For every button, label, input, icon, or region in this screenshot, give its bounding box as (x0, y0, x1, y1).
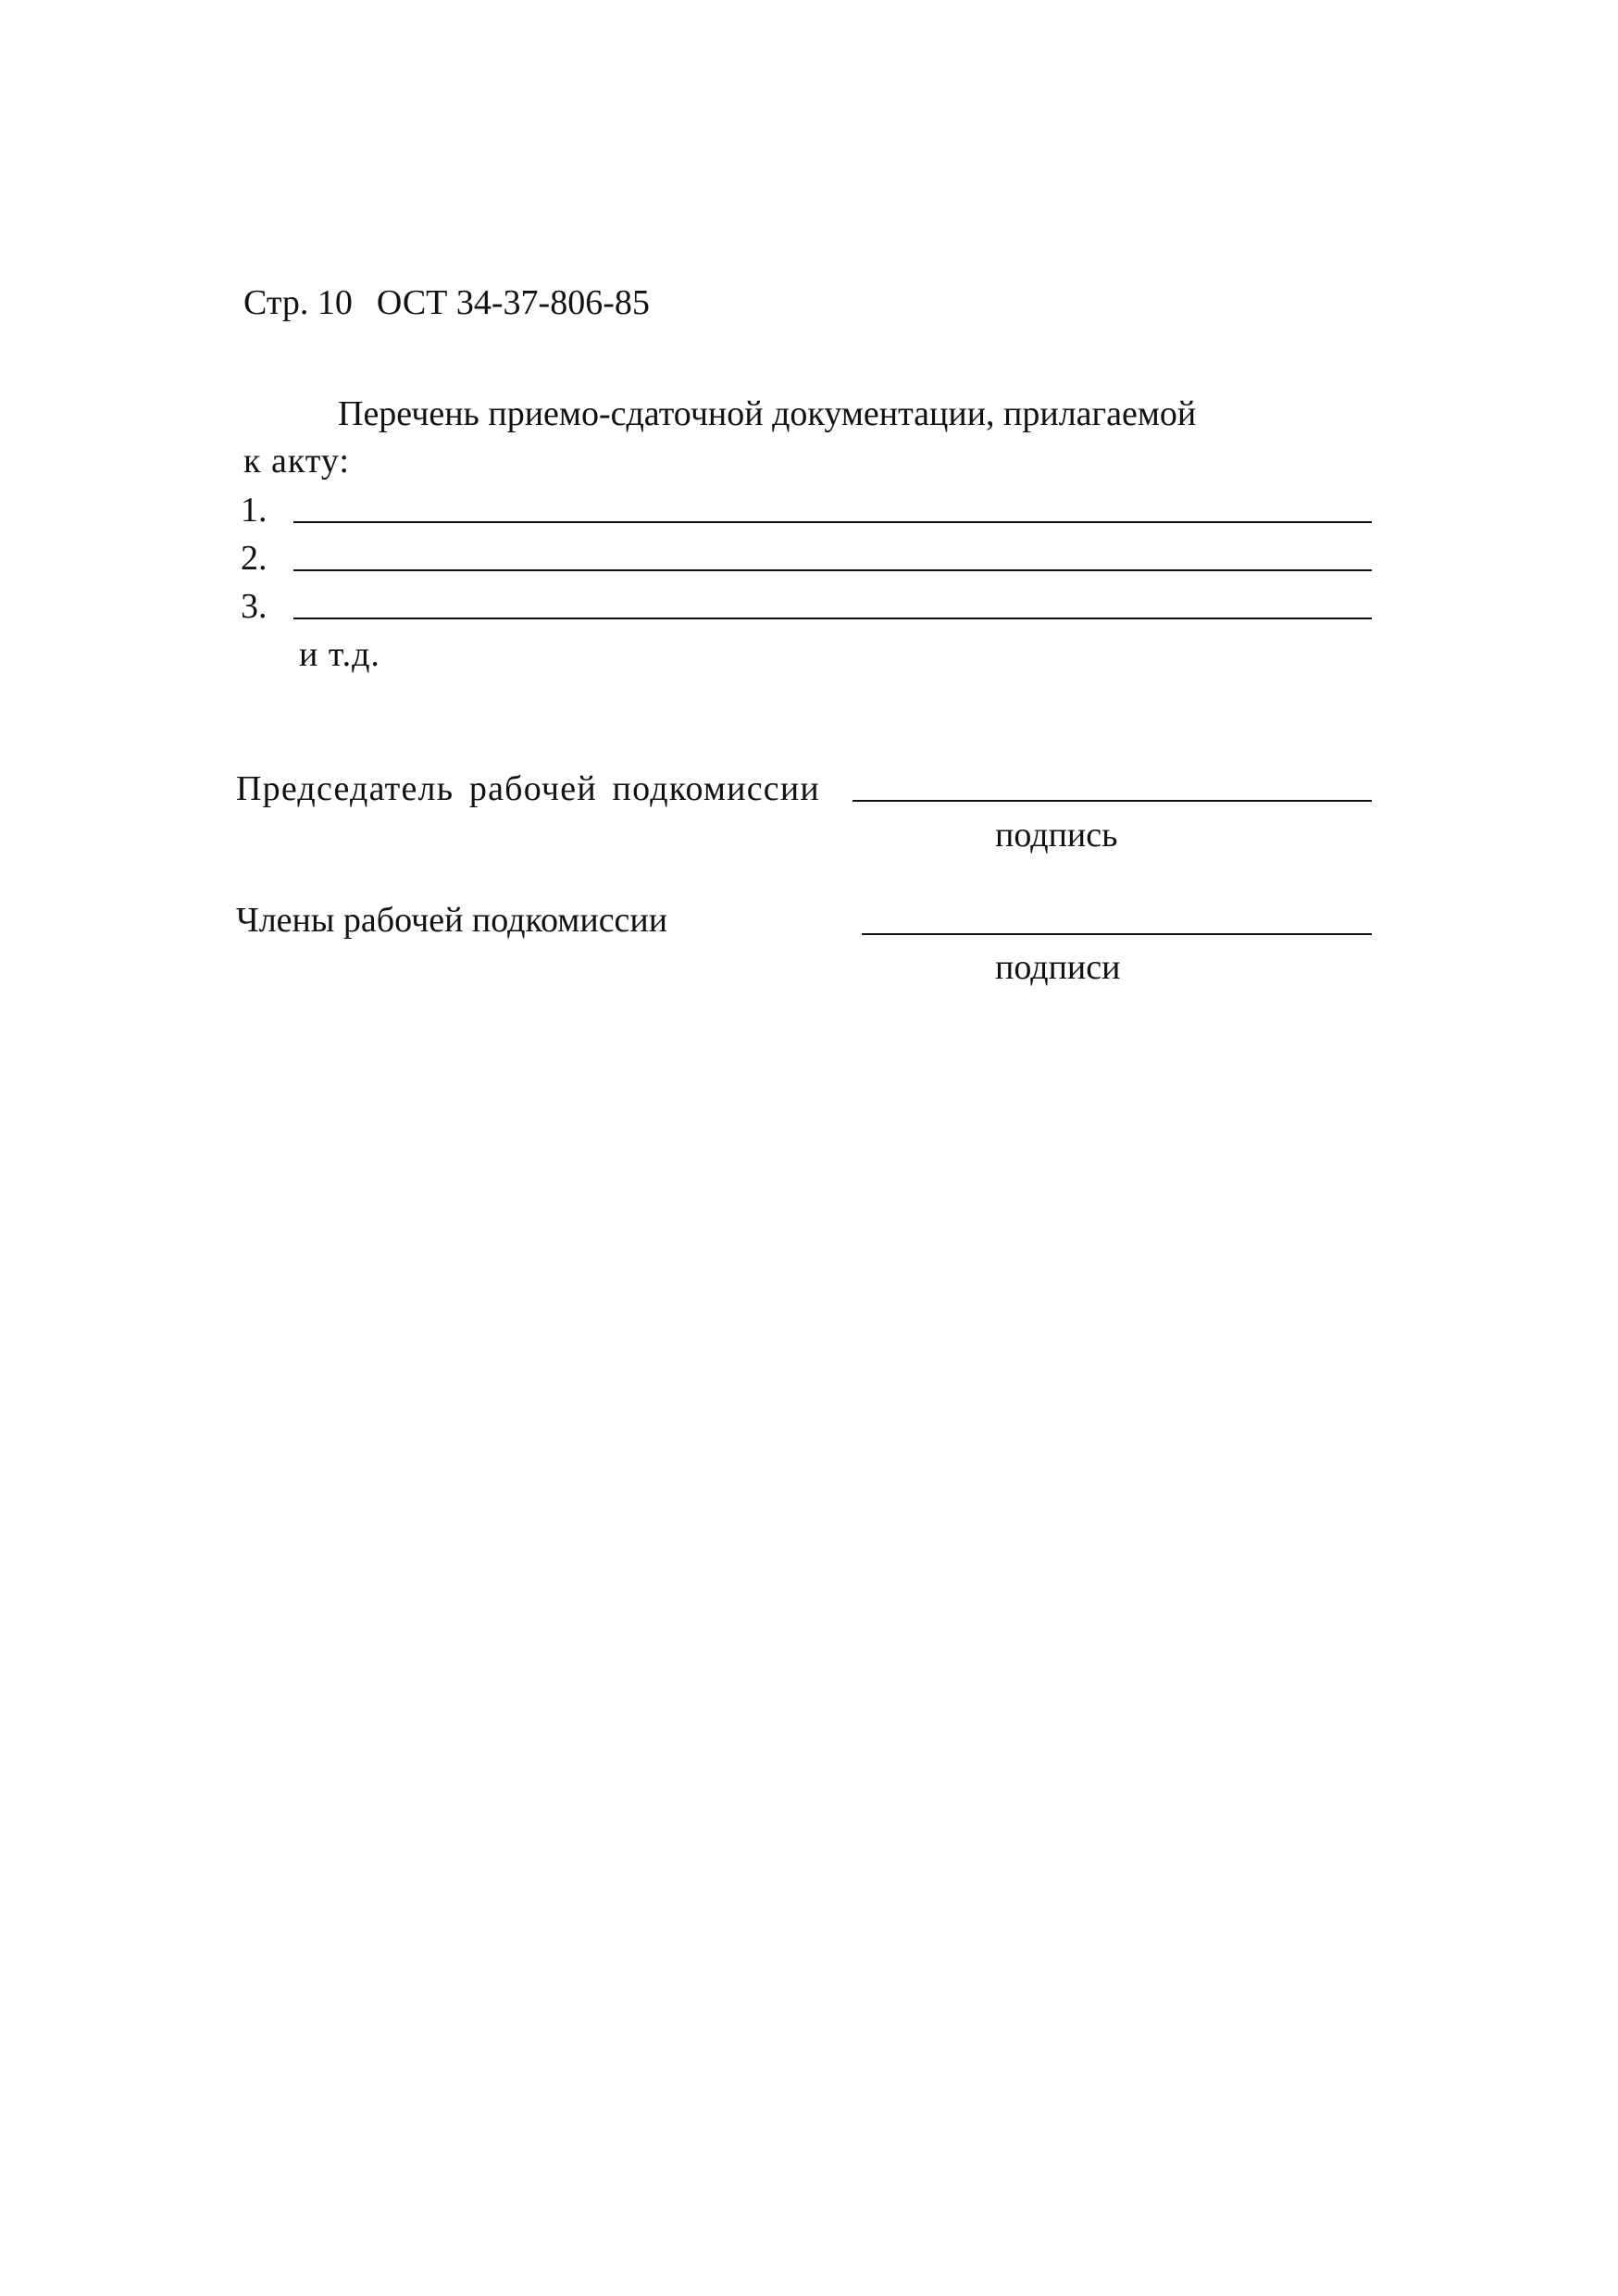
members-signature-caption: подписи (995, 948, 1121, 987)
list-item-number-3: 3. (241, 587, 268, 626)
list-title-line1: Перечень приемо-сдаточной документации, прилагаемой (338, 394, 1197, 433)
chairman-signature-caption: подпись (995, 816, 1118, 855)
chairman-signature-line (853, 800, 1372, 802)
page-label: Стр. 10 (243, 283, 353, 322)
list-item-blank-line-2 (293, 569, 1372, 571)
standard-code: ОСТ 34-37-806-85 (376, 283, 650, 322)
list-item-number-2: 2. (241, 539, 268, 578)
page-header (243, 285, 650, 320)
list-continuation: и т.д. (299, 635, 380, 674)
list-title-line2: к акту: (243, 442, 350, 480)
list-item-number-1: 1. (241, 491, 268, 530)
members-label: Члены рабочей подкомиссии (236, 901, 668, 940)
chairman-label: Председатель рабочей подкомиссии (236, 769, 820, 808)
list-item-blank-line-3 (293, 618, 1372, 619)
members-signature-line (862, 933, 1372, 935)
list-item-blank-line-1 (293, 521, 1372, 523)
